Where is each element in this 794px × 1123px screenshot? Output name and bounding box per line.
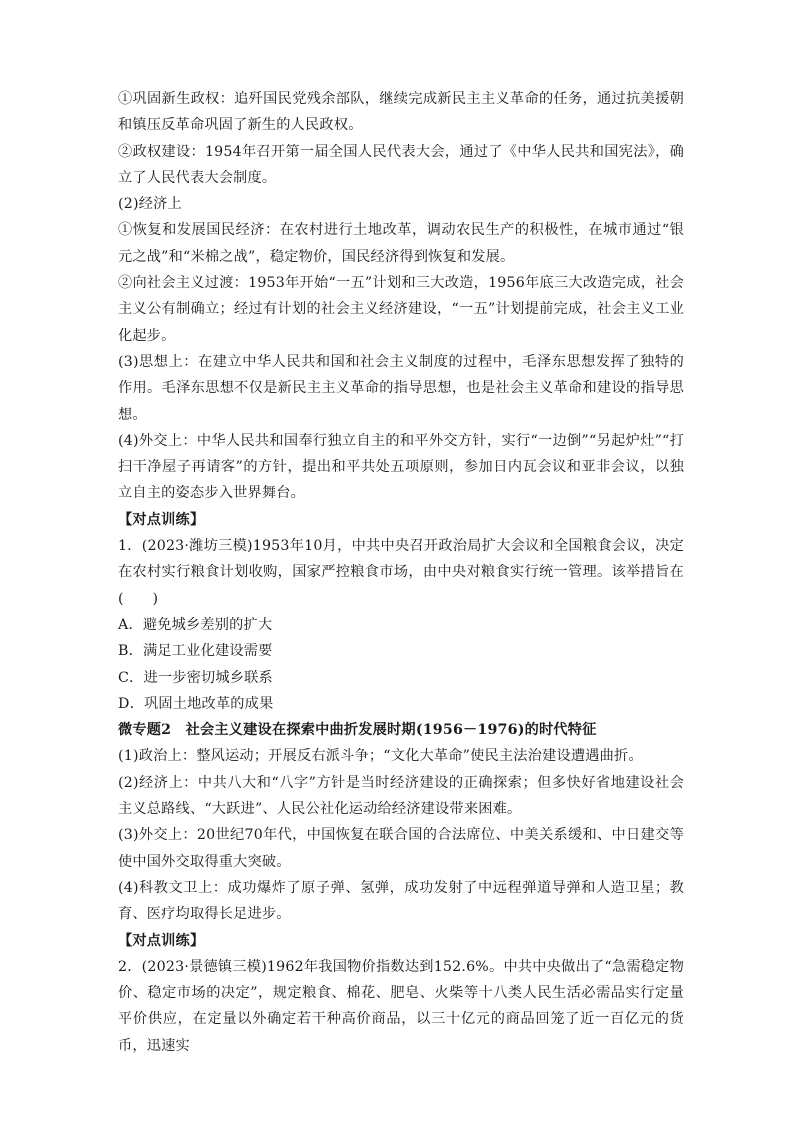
document-body [118,86,684,1059]
paragraph-regime-building: ②政权建设：1954年召开第一届全国人民代表大会，通过了《中华人民共和国宪法》，确立了人民代表大会制度。 [118,143,684,186]
topic-2-science-education: (4)科教文卫上：成功爆炸了原子弹、氢弹，成功发射了中远程弹道导弹和人造卫星；教育、医疗均取得长足进步。 [118,879,684,923]
paragraph-economy-heading: (2)经济上 [118,196,182,213]
paragraph-consolidate-regime: ①巩固新生政权：追歼国民党残余部队，继续完成新民主主义革命的任务，通过抗美援朝和镇压反革命巩固了新生的人民政权。 [118,91,684,134]
question-1-option-a: A．避免城乡差别的扩大 [118,616,273,633]
question-1: 1．(2023·潍坊三模)1953年10月，中共中央召开政治局扩大会议和全国粮食会议，决定在农村实行粮食计划收购，国家严控粮食市场，由中央对粮食实行统一管理。该举措旨在( ) [118,538,684,607]
training-label-2: 【对点训练】 [118,932,205,949]
paragraph-ideology: (3)思想上：在建立中华人民共和国和社会主义制度的过程中，毛泽东思想发挥了独特的作用。毛泽东思想不仅是新民主主义革命的指导思想，也是社会主义革命和建设的指导思想。 [118,353,684,423]
topic-2-heading: 微专题2 社会主义建设在探索中曲折发展时期(1956－1976)的时代特征 [118,722,597,739]
topic-2-diplomacy: (3)外交上：20世纪70年代，中国恢复在联合国的合法席位、中美关系缓和、中日建交等使中国外交取得重大突破。 [118,827,684,870]
question-1-option-b: B．满足工业化建设需要 [118,643,273,660]
question-1-option-d: D．巩固土地改革的成果 [118,695,274,712]
topic-2-politics: (1)政治上：整风运动；开展反右派斗争；“文化大革命”使民主法治建设遭遇曲折。 [118,748,643,765]
question-1-option-c: C．进一步密切城乡联系 [118,669,273,686]
paragraph-economy-recovery: ①恢复和发展国民经济：在农村进行土地改革，调动农民生产的积极性，在城市通过“银元之战”和“米棉之战”，稳定物价，国民经济得到恢复和发展。 [118,222,684,265]
question-2: 2．(2023·景德镇三模)1962年我国物价指数达到152.6%。中共中央做出了“急需稳定物价、稳定市场的决定”，规定粮食、棉花、肥皂、火柴等十八类人民生活必需品实行定量平价供应，在定量以外确定若干种高价商品，以三十亿元的商品回笼了近一百亿元的货币，迅速实 [118,958,684,1054]
training-label-1: 【对点训练】 [118,511,205,528]
topic-2-economy: (2)经济上：中共八大和“八字”方针是当时经济建设的正确探索；但多快好省地建设社会主义总路线、“大跃进”、人民公社化运动给经济建设带来困难。 [118,774,684,818]
paragraph-diplomacy: (4)外交上：中华人民共和国奉行独立自主的和平外交方针，实行“一边倒”“另起炉灶”“打扫干净屋子再请客”的方针，提出和平共处五项原则，参加日内瓦会议和亚非会议，以独立自主的姿态步入世界舞台。 [118,432,684,502]
paragraph-socialist-transition: ②向社会主义过渡：1953年开始“一五”计划和三大改造，1956年底三大改造完成，社会主义公有制确立；经过有计划的社会主义经济建设，“一五”计划提前完成，社会主义工业化起步。 [118,275,684,344]
